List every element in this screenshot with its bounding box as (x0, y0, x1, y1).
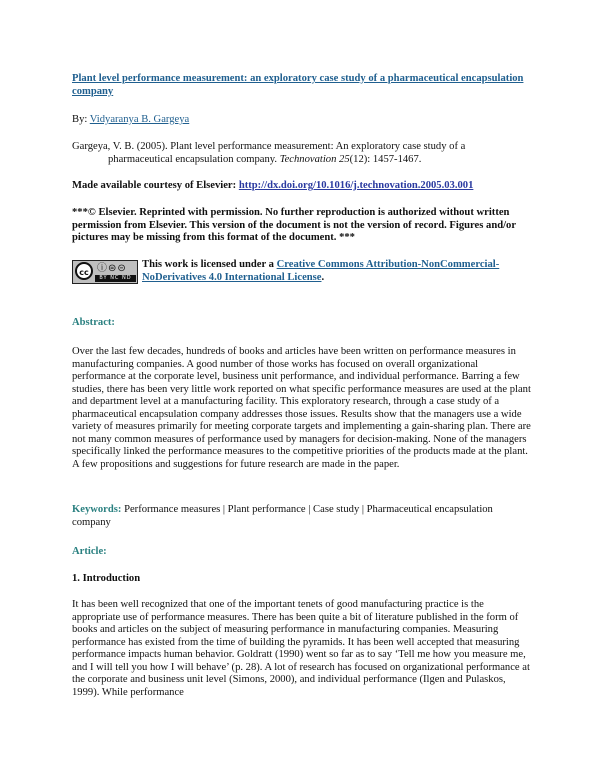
intro-paragraph: It has been well recognized that one of the important tenets of good manufacturing practice is the appropriate use of performance measures. There has been quite a bit of literature published in the form of books and articles on the subject of measuring performance in manufacturing companies. Measuring performance has existed from the time of building the pyramids. It has been well accepted that measuring performance impacts human behavior. Goldratt (1990) went so far as to say ‘Tell me how you measure me, and I will tell you how I will behave’ (p. 28). A lot of research has focused on organizational performance at the corporate and business unit level (Simons, 2000), and individual performance (Ilgen and Pulaskos, 1999). While performance (72, 599, 530, 698)
section-title: 1. Introduction (72, 573, 141, 584)
license-suffix: . (321, 271, 325, 283)
author-link[interactable]: Vidyaranya B. Gargeya (89, 114, 190, 125)
by-label: By: (72, 114, 90, 125)
author-line (72, 114, 532, 127)
availability-line (72, 180, 532, 193)
license-prefix: This work is licensed under a (142, 259, 277, 270)
abstract-text: Over the last few decades, hundreds of books and articles have been written on performance measures in manufacturing companies. A good number of those works has focused on overall organizational performance at the corporate level, business unit performance, and individual performance. Barring a few studies, there has been very little work reported on what specific performance measures are used at the plant and department level at a manufacturing facility. This exploratory research, through a case study of a pharmaceutical encapsulation company addresses those issues. Results show that the managers use a wide variety of measures primarily for meeting corporate targets and implementing a gain-sharing plan. There are not many common measures of performance used by managers for decision-making. None of the managers specifically linked the performance measures to the competitive priorities of the products made at the plant. A few propositions and suggestions for future research are made in the paper. (72, 346, 531, 470)
cc-badge-strip: BY NC ND (95, 275, 136, 282)
license-text (72, 259, 532, 284)
citation (72, 141, 532, 166)
paper-title-link[interactable]: Plant level performance measurement: an exploratory case study of a pharmaceutical encapsulation company (72, 73, 524, 97)
citation-line2 (72, 154, 532, 167)
citation-pages: (12): 1457-1467. (349, 153, 422, 165)
cc-logo-icon: cc (75, 262, 93, 280)
keywords-label: Keywords: (72, 504, 122, 515)
citation-line1: Gargeya, V. B. (2005). Plant level performance measurement: An exploratory case study of a (72, 141, 466, 152)
doi-link[interactable]: http://dx.doi.org/10.1016/j.technovation.2005.03.001 (238, 180, 474, 191)
paper-title (72, 73, 532, 98)
copyright-notice: ***© Elsevier. Reprinted with permission. No further reproduction is authorized without written permission from Elsevier. This version of the document is not the version of record. Figures and/or pictures may be missing from this format of the document. *** (72, 207, 516, 243)
citation-journal: Technovation 25 (279, 153, 350, 165)
license-block (72, 259, 532, 284)
cc-attribution-icons: ⓘ⊜⊝ (97, 263, 127, 274)
citation-line2-text: pharmaceutical encapsulation company. (108, 153, 280, 165)
license-link[interactable]: Creative Commons Attribution-NonCommercial-NoDerivatives 4.0 International License (142, 259, 500, 283)
cc-license-badge-icon[interactable] (72, 260, 138, 284)
keywords-text: Performance measures | Plant performance | Case study | Pharmaceutical encapsulation company (72, 504, 493, 528)
availability-label: Made available courtesy of Elsevier: (72, 180, 239, 191)
article-heading: Article: (72, 546, 107, 557)
keywords (72, 504, 532, 529)
abstract-heading: Abstract: (72, 317, 115, 328)
